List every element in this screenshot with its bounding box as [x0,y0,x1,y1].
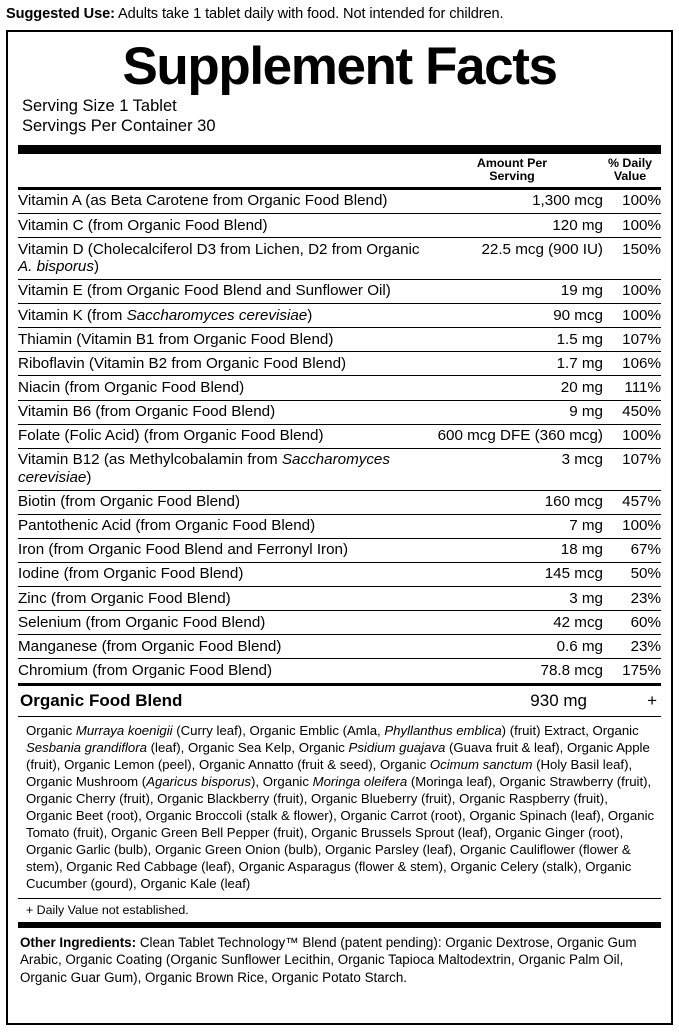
nutrient-name: Biotin (from Organic Food Blend) [18,490,435,514]
nutrient-amount: 78.8 mcg [540,661,603,679]
nutrient-amount: 1.7 mg [435,352,603,376]
nutrient-daily-value: 100% [603,190,661,214]
nutrient-name: Vitamin C (from Organic Food Blend) [18,214,435,238]
serving-size: Serving Size 1 Tablet [22,97,177,116]
nutrient-daily-value: 60% [603,611,661,635]
nutrient-daily-value: 150% [603,238,661,280]
nutrient-name: Folate (Folic Acid) (from Organic Food Blend) [18,424,435,448]
suggested-use-text: Adults take 1 tablet daily with food. Not intended for children. [118,6,504,22]
blend-ingredient-list: Organic Murraya koenigii (Curry leaf), Organic Emblic (Amla, Phyllanthus emblica) (fruit) Extract, Organic Sesbania grandiflora (leaf), Organic Sea Kelp, Organic Psidium guajava (Guava fruit & leaf), Organic Apple (fruit), Organic Lemon (peel), Organic Annatto (fruit & seed), Organic Ocimum sanctum (Holy Basil leaf), Organic Mushroom (Agaricus bisporus), Organic Moringa oleifera (Moringa leaf), Organic Strawberry (fruit), Organic Cherry (fruit), Organic Blackberry (fruit), Organic Blueberry (fruit), Organic Raspberry (fruit), Organic Beet (root), Organic Broccoli (stalk & flower), Organic Carrot (root), Organic Spinach (leaf), Organic Tomato (fruit), Organic Green Bell Pepper (fruit), Organic Brussels Sprout (leaf), Organic Ginger (root), Organic Garlic (bulb), Organic Green Onion (bulb), Organic Parsley (leaf), Organic Cauliflower (flower & stem), Organic Red Cabbage (leaf), Organic Asparagus (flower & stem), Organic Celery (stalk), Organic Cucumber (gourd), Organic Kale (leaf) [26,722,655,891]
table-row [18,279,661,303]
nutrient-amount: 120 mg [435,214,603,238]
table-row [18,587,661,611]
suggested-use-label: Suggested Use: [6,6,115,22]
daily-value-header [601,157,659,184]
amount-per-serving-header [433,157,601,184]
nutrient-amount: 7 mg [435,514,603,538]
nutrient-name: Vitamin D (Cholecalciferol D3 from Lichen, D2 from Organic A. bisporus) [18,238,435,280]
nutrient-daily-value: 450% [603,400,661,424]
nutrient-daily-value: 107% [603,328,661,352]
table-row [18,562,661,586]
nutrient-amount: 90 mcg [435,304,603,328]
nutrient-amount: 22.5 mcg (900 IU) [435,238,603,280]
table-row [18,376,661,400]
nutrient-amount: 1.5 mg [435,328,603,352]
nutrient-daily-value: 106% [603,352,661,376]
table-row [18,490,661,514]
nutrient-daily-value: 23% [603,587,661,611]
serving-info [22,96,661,136]
nutrient-daily-value: 100% [603,424,661,448]
other-ingredients [18,928,661,988]
amount-header-line1: Amount Per [476,155,548,170]
nutrient-amount: 160 mcg [435,490,603,514]
nutrient-daily-value: 100% [603,214,661,238]
table-row [18,400,661,424]
nutrient-daily-value: 111% [603,376,661,400]
page-title: Supplement Facts [122,36,557,96]
nutrient-name: Iron (from Organic Food Blend and Ferronyl Iron) [18,538,435,562]
table-row [18,214,661,238]
dv-header-line1: % Daily [607,155,653,170]
table-row [18,328,661,352]
nutrient-amount: 600 mcg DFE (360 mcg) [435,424,603,448]
nutrient-amount: 3 mg [435,587,603,611]
supplement-facts-panel [6,30,673,1025]
nutrient-amount: 3 mcg [435,448,603,490]
nutrient-name: Selenium (from Organic Food Blend) [18,611,435,635]
nutrient-name: Vitamin E (from Organic Food Blend and Sunflower Oil) [18,279,435,303]
nutrient-name: Manganese (from Organic Food Blend) [18,635,435,659]
nutrient-table [18,190,661,683]
amount-header-line2: Serving [489,169,535,184]
nutrient-daily-value: 100% [603,514,661,538]
dv-header-line2: Value [613,169,647,184]
blend-amount: 930 mg [530,690,587,710]
servings-per-container: Servings Per Container 30 [22,117,216,136]
nutrient-amount: 9 mg [435,400,603,424]
suggested-use-line [0,0,679,30]
other-ingredients-text: Clean Tablet Technology™ Blend (patent pending): Organic Dextrose, Organic Gum Arabic, Organic Coating (Organic Sunflower Lecithin, Organic Tapioca Maltodextrin, Organic Palm Oil, Organic Guar Gum), Organic Brown Rice, Organic Potato Starch. [20,934,637,985]
table-row [18,659,661,683]
nutrient-daily-value: 100% [603,279,661,303]
nutrient-name: Niacin (from Organic Food Blend) [18,376,435,400]
nutrient-name: Zinc (from Organic Food Blend) [18,587,435,611]
nutrient-amount: 1,300 mcg [435,190,603,214]
blend-daily-value: + [647,690,657,710]
divider-thick-top [18,145,661,154]
table-column-headers [18,154,661,187]
nutrient-daily-value: 175% [622,661,661,679]
table-row [18,304,661,328]
table-row [18,514,661,538]
table-row [18,538,661,562]
nutrient-name: Iodine (from Organic Food Blend) [18,562,435,586]
nutrient-daily-value: 23% [603,635,661,659]
nutrient-daily-value: 50% [603,562,661,586]
table-row [18,190,661,214]
daily-value-footnote: + Daily Value not established. [26,902,189,917]
nutrient-name: Vitamin K (from Saccharomyces cerevisiae) [18,304,435,328]
nutrient-amount: 145 mcg [435,562,603,586]
nutrient-daily-value: 457% [603,490,661,514]
table-row [18,611,661,635]
nutrient-daily-value: 107% [603,448,661,490]
other-ingredients-label: Other Ingredients: [20,934,137,950]
nutrient-name: Vitamin A (as Beta Carotene from Organic Food Blend) [18,190,435,214]
nutrient-name: Chromium (from Organic Food Blend) [18,661,273,679]
table-row [18,238,661,280]
blend-name: Organic Food Blend [20,690,183,710]
nutrient-name: Pantothenic Acid (from Organic Food Blend) [18,514,435,538]
nutrient-name: Thiamin (Vitamin B1 from Organic Food Blend) [18,328,435,352]
table-row [18,448,661,490]
organic-food-blend-row [18,686,661,716]
table-row [18,352,661,376]
nutrient-amount: 19 mg [435,279,603,303]
nutrient-amount: 0.6 mg [435,635,603,659]
nutrient-name: Vitamin B6 (from Organic Food Blend) [18,400,435,424]
table-row [18,424,661,448]
nutrient-amount: 42 mcg [435,611,603,635]
nutrient-amount: 20 mg [435,376,603,400]
nutrient-amount: 18 mg [435,538,603,562]
nutrient-daily-value: 100% [603,304,661,328]
nutrient-name: Riboflavin (Vitamin B2 from Organic Food Blend) [18,352,435,376]
nutrient-daily-value: 67% [603,538,661,562]
table-row [18,635,661,659]
nutrient-name: Vitamin B12 (as Methylcobalamin from Saccharomyces cerevisiae) [18,448,435,490]
